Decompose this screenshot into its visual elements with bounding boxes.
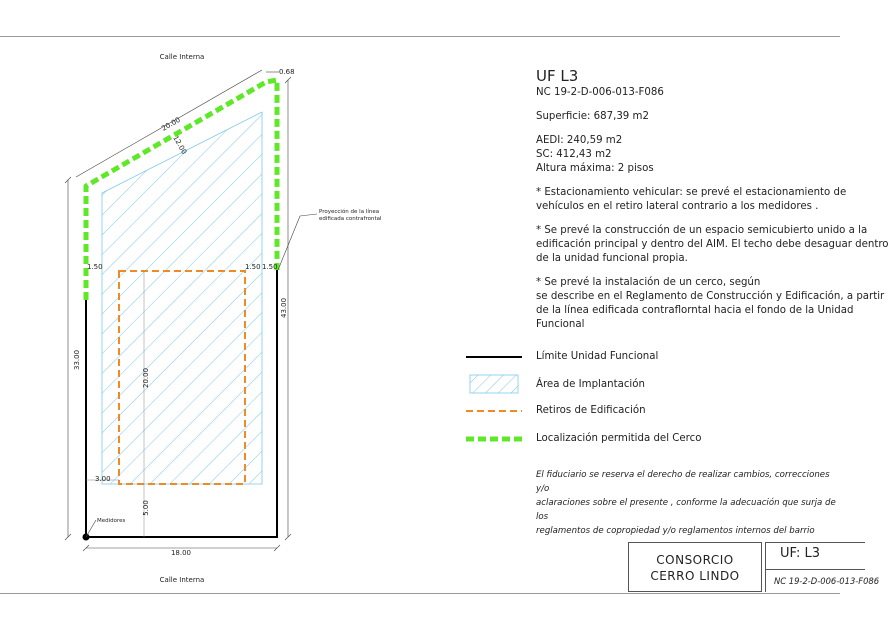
company-box (628, 542, 762, 592)
legend-label-boundary: Límite Unidad Funcional (536, 350, 659, 362)
dim-diagonal: 20.00 (160, 115, 182, 133)
legend-label-setback: Retiros de Edificación (536, 404, 646, 416)
legend-swatch-implantation (466, 374, 522, 394)
implantation-area (102, 112, 262, 484)
note-3-line-1: * Se prevé la instalación de un cerco, según (536, 277, 761, 288)
meters-label: Medidores (97, 518, 126, 524)
meters-leader (86, 520, 96, 537)
legend-swatch-fence (466, 428, 522, 448)
legend-label-fence: Localización permitida del Cerco (536, 432, 702, 444)
legend-swatch-setback (466, 400, 522, 420)
legend-item-implantation (466, 374, 645, 394)
note-3-line-3: de la línea edificada contraflorntal hacia el fondo de la Unidad (536, 305, 854, 316)
note-2-line-3: de la unidad funcional propia. (536, 253, 688, 264)
disclaimer-line-3: reglamentos de copropiedad y/o reglamentos internos del barrio (536, 526, 815, 536)
note-2-line-2: edificación principal y dentro del AIM. El techo debe desaguar dentro (536, 239, 889, 250)
street-label-bottom: Calle Interna (159, 576, 205, 584)
superficie: Superficie: 687,39 m2 (536, 111, 649, 122)
note-2-line-1: * Se prevé la construcción de un espacio semicubierto unido a la (536, 225, 868, 236)
disclaimer-line-1: El fiduciario se reserva el derecho de realizar cambios, correcciones y/o (536, 470, 830, 494)
dim-building-depth: 20.00 (142, 367, 150, 389)
legend-swatch-boundary (466, 346, 522, 366)
dim-rear-setback: 5.00 (142, 500, 150, 516)
note-1-line-2: vehículos en el retiro lateral contrario a los medidores . (536, 201, 819, 212)
altura: Altura máxima: 2 pisos (536, 163, 654, 174)
titleblock-uf: UF: L3 (765, 542, 865, 569)
dim-setback-left: 1.50 (87, 263, 103, 271)
projection-leader (300, 214, 317, 216)
legend-label-implantation: Área de Implantación (536, 378, 645, 390)
dim-front: 18.00 (170, 549, 192, 557)
legend-item-fence (466, 428, 701, 448)
legend-item-boundary (466, 346, 658, 366)
title-block (628, 542, 880, 592)
projection-note-line2: edificada contrafrontal (319, 216, 382, 222)
dim-left-side: 33.00 (73, 349, 81, 371)
dim-top-corner: 0.68 (279, 68, 295, 76)
note-3-line-2: se describe en el Reglamento de Construcción y Edificación, a partir (536, 291, 885, 302)
unit-title: UF L3 (536, 67, 579, 85)
sc: SC: 412,43 m2 (536, 149, 612, 160)
projection-leader-2 (278, 216, 300, 270)
company-line-1: CONSORCIO (656, 553, 734, 567)
aedi: AEDI: 240,59 m2 (536, 135, 623, 146)
dim-right-side: 43.00 (280, 297, 288, 319)
dim-left-setback: 3.00 (95, 475, 111, 483)
unit-box (765, 542, 880, 592)
projection-note-line1: Proyección de la línea (319, 209, 380, 215)
disclaimer (536, 468, 836, 538)
unit-code: NC 19-2-D-006-013-F086 (536, 87, 664, 98)
dim-inner-diagonal: 12.00 (171, 134, 189, 156)
info-panel (536, 66, 889, 332)
note-1-line-1: * Estacionamiento vehicular: se prevé el estacionamiento de (536, 187, 847, 198)
disclaimer-line-2: aclaraciones sobre el presente , conforme la adecuación que surja de los (536, 498, 836, 522)
street-label-top: Calle Interna (159, 53, 205, 61)
legend-item-setback (466, 400, 646, 420)
dim-setback-right-outer: 1.50 (262, 263, 278, 271)
note-3-line-4: Funcional (536, 319, 585, 330)
company-line-2: CERRO LINDO (650, 569, 740, 583)
dim-setback-right-inner: 1.50 (245, 263, 261, 271)
titleblock-nc: NC 19-2-D-006-013-F086 (765, 569, 865, 592)
